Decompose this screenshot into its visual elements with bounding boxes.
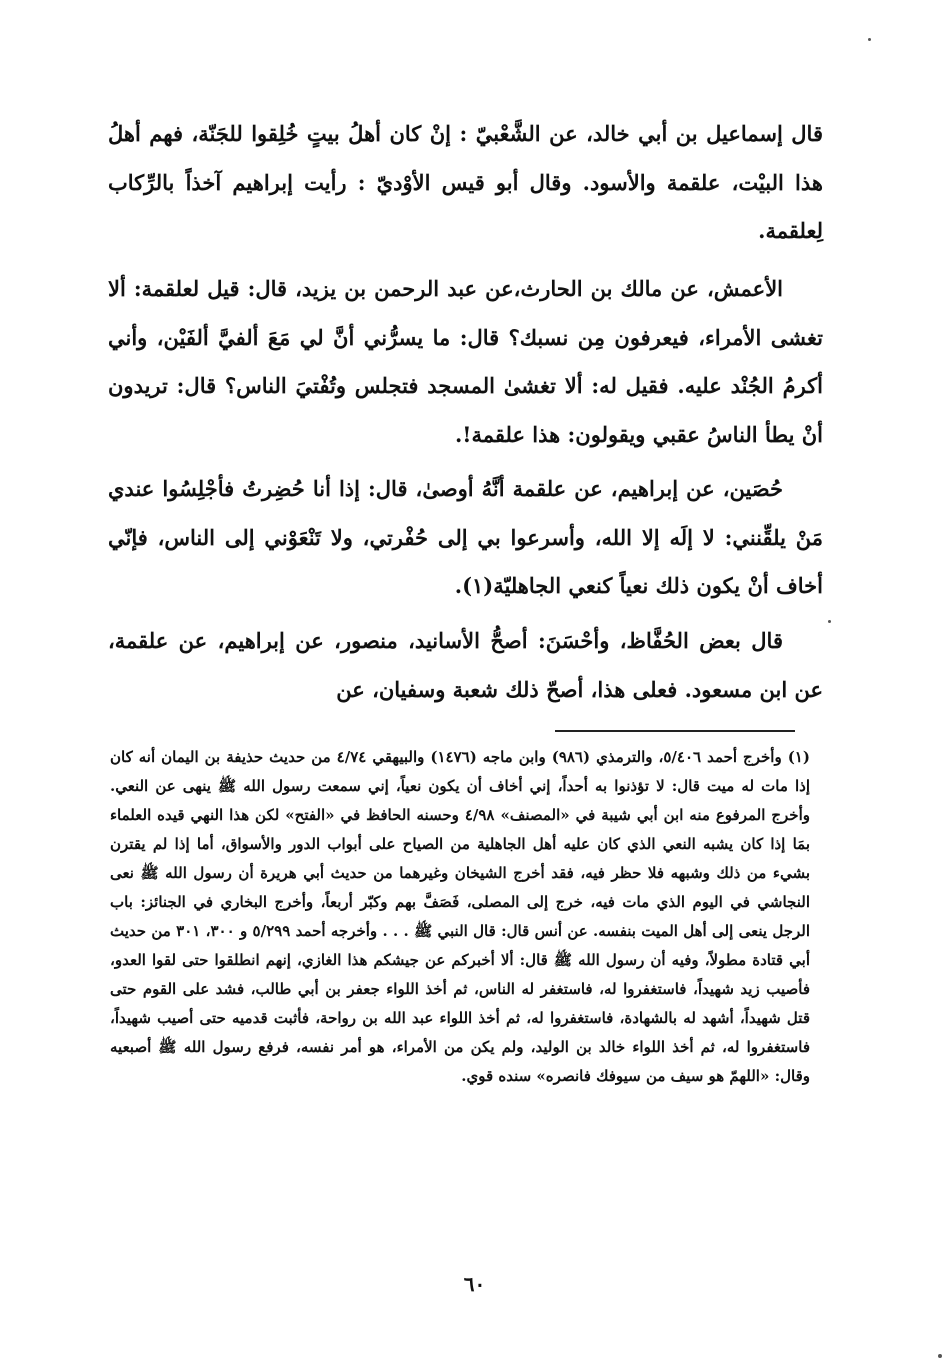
scan-speck [938, 1354, 942, 1358]
page-number: ٦٠ [463, 1272, 486, 1296]
main-paragraph: قال إسماعيل بن أبي خالد، عن الشَّعْبيّ : إنْ كان أهلُ بيتٍ خُلِقوا للجَنّة، فهم أهلُ هذا البيْت، علقمة والأسود. وقال أبو قيس الأوْديّ : رأيت إبراهيم آخذاً بالرِّكاب لِعلقمة. [108, 121, 823, 243]
scan-speck [868, 38, 871, 41]
main-paragraph: قال بعض الحُفَّاظ، وأحْسَنَ: أصحُّ الأسانيد، منصور، عن إبراهيم، عن علقمة، عن ابن مسعود. فعلى هذا، أصحّ ذلك شعبة وسفيان، عن [108, 628, 823, 702]
main-paragraph: الأعمش، عن مالك بن الحارث،عن عبد الرحمن بن يزيد، قال: قيل لعلقمة: ألا تغشى الأمراء، فيعرفون مِن نسبك؟ قال: ما يسرُّني أنَّ لي مَعَ ألفيَّ ألفَيْن، وأني أكرمُ الجُنْد عليه. فقيل له: ألا تغشىٰ المسجد فتجلس وتُفْتيَ الناس؟ قال: تريدون أنْ يطأ الناسُ عقبي ويقولون: هذا علقمة!. [108, 276, 823, 447]
footnote-divider [555, 730, 795, 732]
main-paragraph: حُصَين، عن إبراهيم، عن علقمة أنَّهُ أوصىٰ، قال: إذا أنا حُضِرتُ فأجْلِسُوا عندي مَنْ يلقِّنني: لا إلَه إلا الله، وأسرعوا بي إلى حُفْرتي، ولا تَنْعَوْني إلى الناس، فإنّي أخاف أنْ يكون ذلك نعياً كنعي الجاهليّة(١). [108, 476, 823, 598]
scan-speck [828, 620, 831, 623]
footnote: (١) وأخرج أحمد ٥/٤٠٦، والترمذي (٩٨٦) وابن ماجه (١٤٧٦) والبيهقي ٤/٧٤ من حديث حذيفة بن اليمان أنه كان إذا مات له ميت قال: لا تؤذنوا به أحداً، إني أخاف أن يكون نعياً، إني سمعت رسول الله ﷺ ينهى عن النعي. وأخرج المرفوع منه ابن أبي شيبة في «المصنف» ٤/٩٨ وحسنه الحافظ في «الفتح» لكن هذا النهي قيده العلماء بمَا إذا كان يشبه النعي الذي كان عليه أهل الجاهلية من الصياح على أبواب الدور والأسواق، أما إذا لم يقترن بشيء من ذلك وشبهه فلا حظر فيه، فقد أخرج الشيخان وغيرهما من حديث أبي هريرة أن رسول الله ﷺ نعى النجاشي في اليوم الذي مات فيه، خرج إلى المصلى، فَصَفَّ بهم وكبّر أربعاً، وأخرج البخاري في الجنائز: باب الرجل ينعى إلى أهل الميت بنفسه. عن أنس قال: قال النبي ﷺ . . . وأخرجه أحمد ٥/٢٩٩ و ٣٠٠، ٣٠١ من حديث أبي قتادة مطولاً، وفيه أن رسول الله ﷺ قال: ألا أخبركم عن جيشكم هذا الغازي، إنهم انطلقوا حتى لقوا العدو، فأصيب زيد شهيداً، فاستغفروا له، فاستغفر له الناس، ثم أخذ اللواء جعفر بن أبي طالب، فشد على القوم حتى قتل شهيداً، أشهد له بالشهادة، فاستغفروا له، ثم أخذ اللواء عبد الله بن رواحة، فأثبت قدميه حتى أصيب شهيداً، فاستغفروا له، ثم أخذ اللواء خالد بن الوليد، ولم يكن من الأمراء، هو أمر نفسه، فرفع رسول الله ﷺ أصبعيه وقال: «اللهمّ هو سيف من سيوفك فانصره» سنده قوي. [110, 748, 810, 1085]
